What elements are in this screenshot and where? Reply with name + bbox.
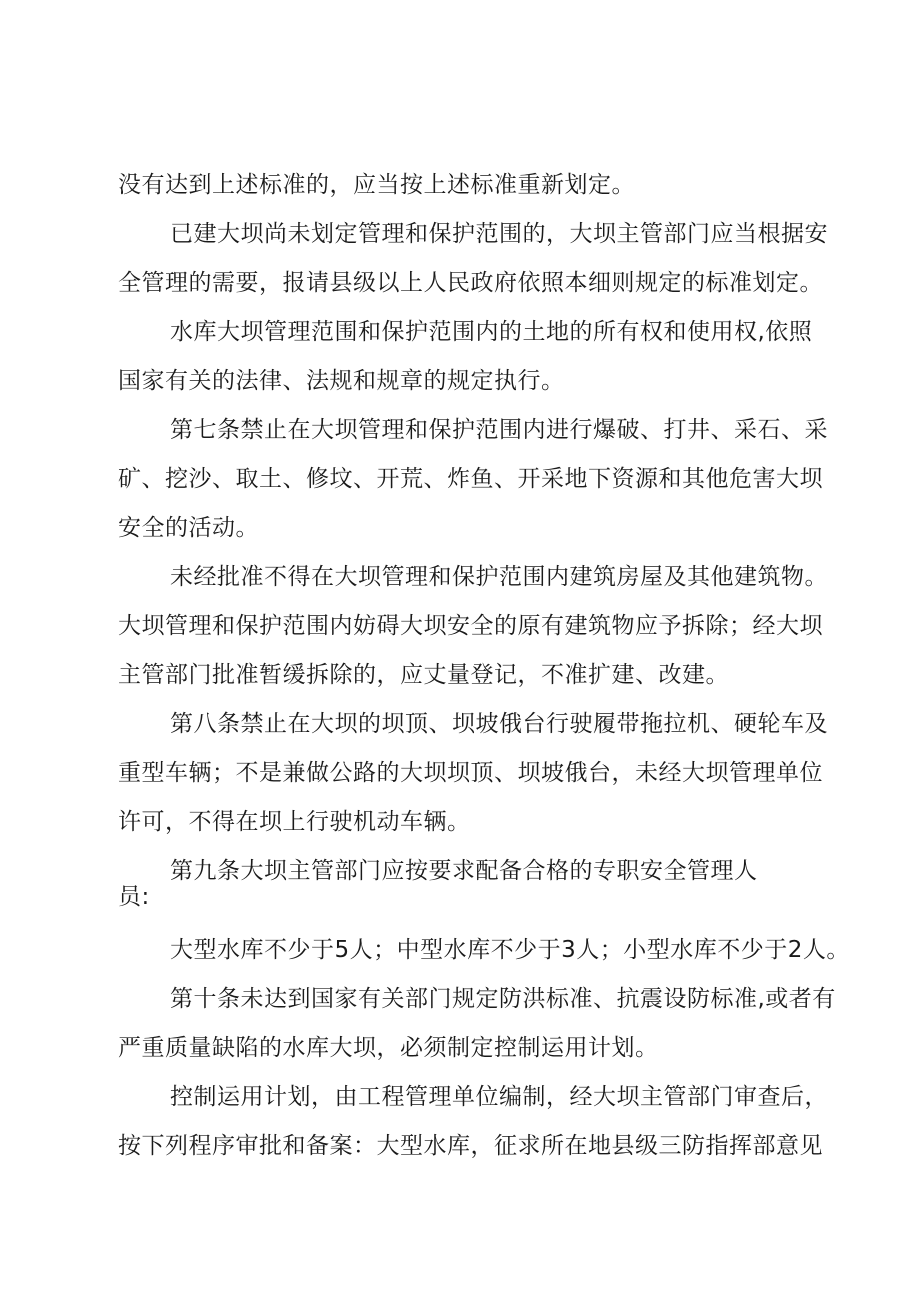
article-8-line: 第八条禁止在大坝的坝顶、坝坡俄台行驶履带拖拉机、硬轮车及: [170, 711, 828, 737]
text-line: 主管部门批准暂缓拆除的，应丈量登记，不准扩建、改建。: [118, 662, 729, 688]
text-line: 矿、挖沙、取土、修坟、开荒、炸鱼、开采地下资源和其他危害大坝: [118, 466, 823, 492]
staffing-requirement-line: 大型水库不少于5人；中型水库不少于3人；小型水库不少于2人。: [170, 937, 850, 963]
text-line: 国家有关的法律、法规和规章的规定执行。: [118, 368, 565, 394]
text-line: 员:: [118, 884, 150, 910]
article-9-line: 第九条大坝主管部门应按要求配备合格的专职安全管理人: [170, 858, 758, 884]
text-line: 没有达到上述标准的，应当按上述标准重新划定。: [118, 172, 635, 198]
text-line: 按下列程序审批和备案：大型水库，征求所在地县级三防指挥部意见: [118, 1133, 823, 1159]
article-7-line: 第七条禁止在大坝管理和保护范围内进行爆破、打井、采石、采: [170, 417, 828, 443]
paragraph-start-line: 已建大坝尚未划定管理和保护范围的，大坝主管部门应当根据安: [170, 221, 828, 247]
text-line: 安全的活动。: [118, 515, 259, 541]
text-line: 重型车辆；不是兼做公路的大坝坝顶、坝坡俄台，未经大坝管理单位: [118, 760, 823, 786]
text-line: 大坝管理和保护范围内妨碍大坝安全的原有建筑物应予拆除；经大坝: [118, 613, 823, 639]
paragraph-start-line: 未经批准不得在大坝管理和保护范围内建筑房屋及其他建筑物。: [170, 564, 828, 590]
text-line: 严重质量缺陷的水库大坝，必须制定控制运用计划。: [118, 1035, 659, 1061]
paragraph-start-line: 控制运用计划，由工程管理单位编制，经大坝主管部门审查后，: [170, 1084, 828, 1110]
text-line: 许可，不得在坝上行驶机动车辆。: [118, 809, 471, 835]
paragraph-start-line: 水库大坝管理范围和保护范围内的土地的所有权和使用权,依照: [170, 319, 813, 345]
article-10-line: 第十条未达到国家有关部门规定防洪标准、抗震设防标准,或者有: [170, 986, 836, 1012]
text-line: 全管理的需要，报请县级以上人民政府依照本细则规定的标准划定。: [118, 270, 823, 296]
